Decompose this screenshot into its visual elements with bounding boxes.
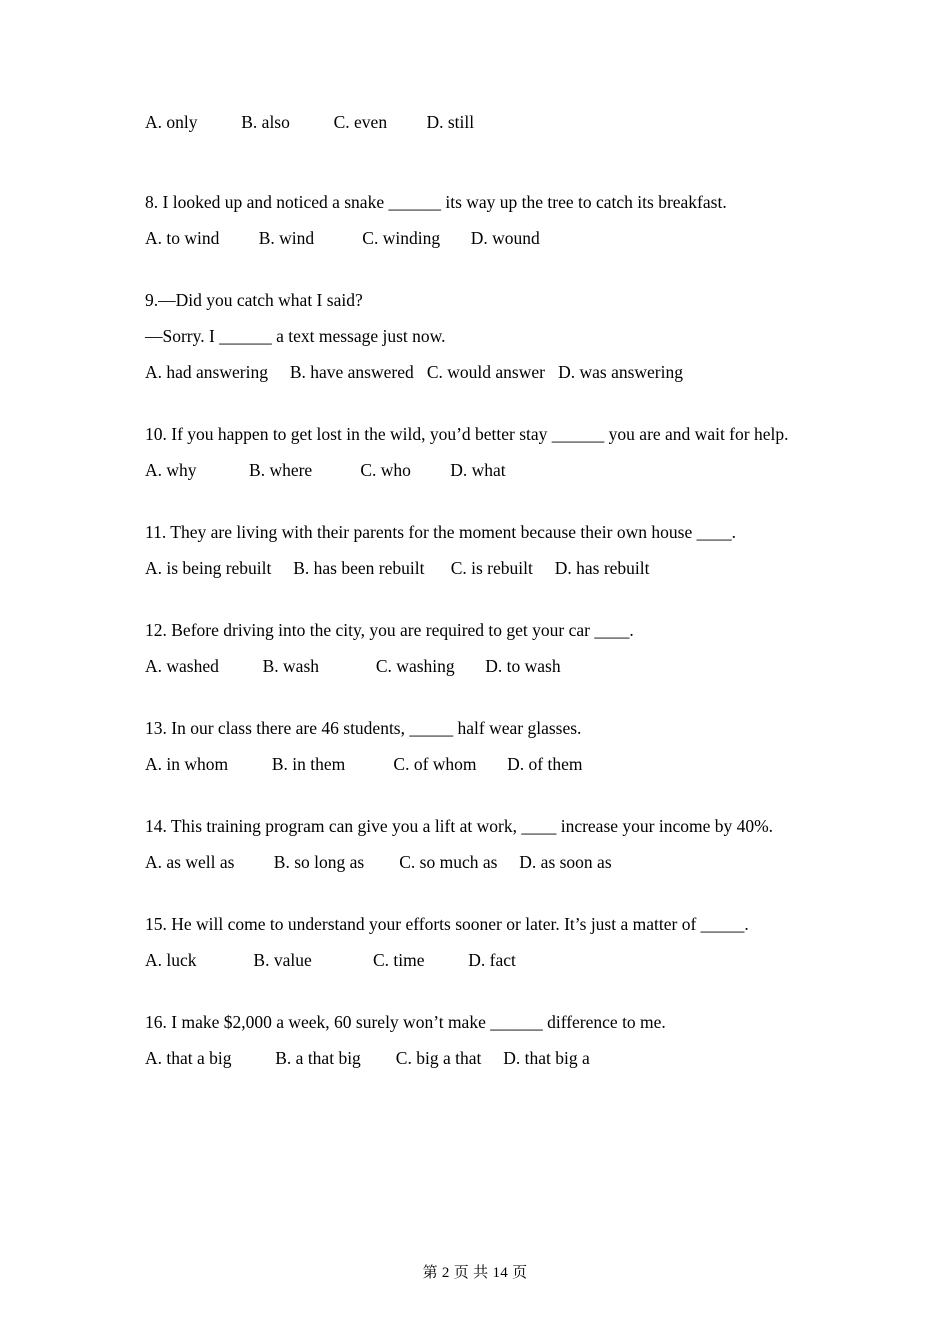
question-10-stem: 10. If you happen to get lost in the wild, you’d better stay ______ you are and wait for help. <box>145 424 789 444</box>
question-10 <box>145 416 810 488</box>
question-16 <box>145 1004 810 1076</box>
question-15-options: A. luck B. value C. time D. fact <box>145 950 516 970</box>
page-content <box>145 104 810 1076</box>
question-12-stem: 12. Before driving into the city, you are required to get your car ____. <box>145 620 634 640</box>
question-11 <box>145 514 810 586</box>
question-16-stem: 16. I make $2,000 a week, 60 surely won’t make ______ difference to me. <box>145 1012 666 1032</box>
question-11-stem: 11. They are living with their parents for the moment because their own house ____. <box>145 522 736 542</box>
question-7-options: A. only B. also C. even D. still <box>145 112 475 132</box>
question-15-stem: 15. He will come to understand your efforts sooner or later. It’s just a matter of _____. <box>145 914 749 934</box>
question-9-stem: 9.—Did you catch what I said? <box>145 290 363 310</box>
question-9 <box>145 282 810 390</box>
page-footer: 第 2 页 共 14 页 <box>422 1265 528 1281</box>
question-14 <box>145 808 810 880</box>
question-8-stem: 8. I looked up and noticed a snake ______ its way up the tree to catch its breakfast. <box>145 192 727 212</box>
question-7-options-block <box>145 104 810 140</box>
question-15 <box>145 906 810 978</box>
question-9-stem-line2: —Sorry. I ______ a text message just now. <box>145 326 446 346</box>
question-13 <box>145 710 810 782</box>
question-12 <box>145 612 810 684</box>
question-14-stem: 14. This training program can give you a lift at work, ____ increase your income by 40%. <box>145 816 774 836</box>
question-8 <box>145 184 810 256</box>
question-13-options: A. in whom B. in them C. of whom D. of them <box>145 754 583 774</box>
question-12-options: A. washed B. wash C. washing D. to wash <box>145 656 561 676</box>
question-9-options: A. had answering B. have answered C. would answer D. was answering <box>145 362 683 382</box>
question-14-options: A. as well as B. so long as C. so much as D. as soon as <box>145 852 612 872</box>
question-8-options: A. to wind B. wind C. winding D. wound <box>145 228 540 248</box>
question-11-options: A. is being rebuilt B. has been rebuilt C. is rebuilt D. has rebuilt <box>145 558 650 578</box>
question-13-stem: 13. In our class there are 46 students, _____ half wear glasses. <box>145 718 582 738</box>
question-10-options: A. why B. where C. who D. what <box>145 460 506 480</box>
question-16-options: A. that a big B. a that big C. big a that D. that big a <box>145 1048 590 1068</box>
